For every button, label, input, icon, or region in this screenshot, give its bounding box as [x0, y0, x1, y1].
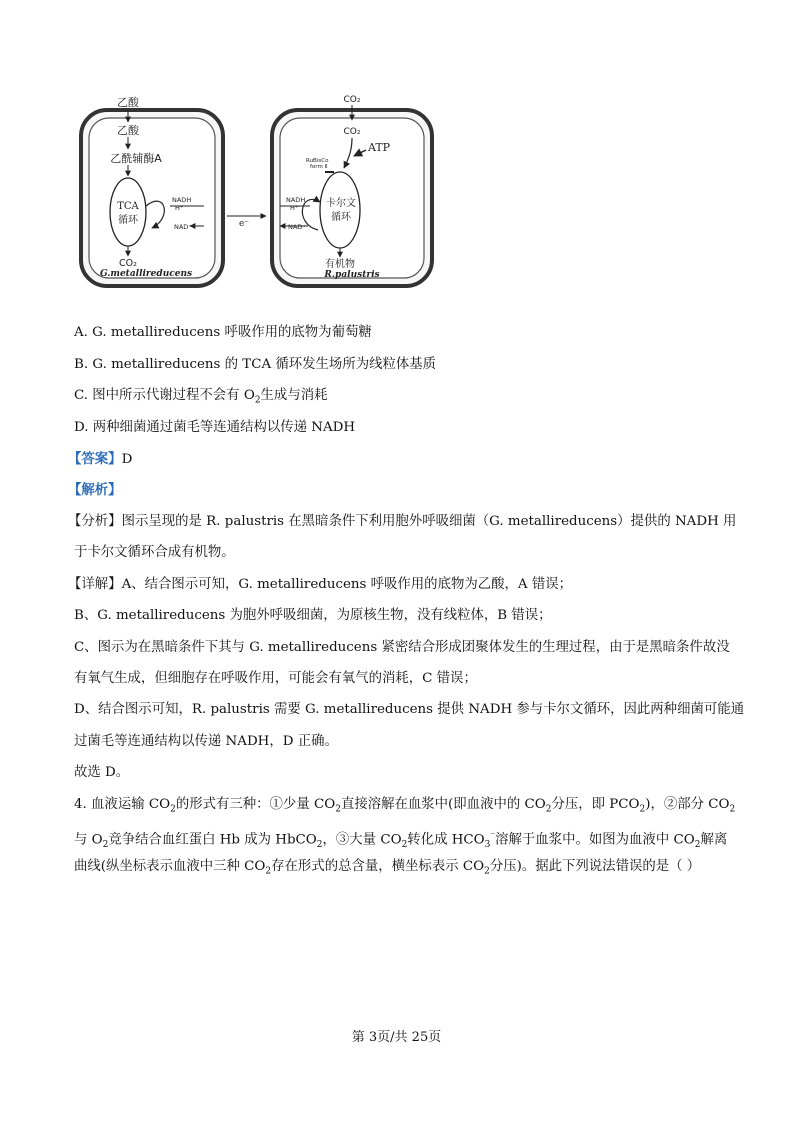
q4-text: 曲线(纵坐标表示血液中三种 CO	[74, 859, 266, 874]
analysis-text-1: 图示呈现的是 R. palustris 在黑暗条件下利用胞外呼吸细菌（G. metallireducens）提供的 NADH 用	[121, 514, 737, 529]
left-hplus: H⁺	[175, 204, 184, 212]
q4-text: 竞争结合血红蛋白 Hb 成为 HbCO	[108, 832, 317, 848]
tca-cycle	[110, 178, 146, 246]
right-organism: R.palustris	[324, 270, 380, 280]
detail-line-a	[68, 575, 572, 595]
electron-label: e⁻	[238, 219, 250, 229]
right-top-co2: CO₂	[343, 95, 361, 105]
answer-label: 【答案】	[68, 451, 122, 467]
right-nadh: NADH	[286, 196, 306, 204]
right-hplus: H⁺	[290, 204, 299, 212]
q4-sub: 2	[170, 804, 176, 815]
detail-conclusion: 故选 D。	[74, 765, 130, 780]
answer-line	[68, 449, 132, 470]
option-a: A. G. metallireducens 呼吸作用的底物为葡萄糖	[74, 325, 372, 340]
q4-text: 存在形式的总含量，横坐标表示 CO	[271, 859, 485, 874]
q4-text: 直接溶解在血浆中(即血液中的 CO	[340, 797, 546, 812]
q4-sub: 2	[401, 840, 408, 851]
q4-sub: 2	[484, 866, 490, 877]
q4-text: ，③大量 CO	[322, 832, 402, 848]
detail-label: 【详解】	[68, 577, 122, 592]
q4-sub: 3	[484, 840, 491, 851]
analysis-line-1	[68, 512, 736, 532]
left-top-acetate: 乙酸	[117, 96, 139, 109]
option-c	[74, 386, 328, 411]
detail-line-c1: C、图示为在黑暗条件下其与 G. metallireducens 紧密结合形成团聚体发生的生理过程，由于是黑暗条件故没	[74, 640, 730, 655]
q4-sub: 2	[694, 840, 701, 851]
question4-line-1	[74, 795, 735, 820]
tca-label-1: TCA	[117, 201, 139, 212]
analysis-title-label: 【解析】	[68, 482, 122, 498]
detail-line-b: B、G. metallireducens 为胞外呼吸细菌，为原核生物，没有线粒体，B 错误；	[74, 608, 552, 623]
left-co2-out: CO₂	[119, 258, 137, 269]
right-product: 有机物	[325, 259, 355, 270]
question4-line-2	[74, 826, 727, 855]
q4-text: 分压，即 PCO	[551, 797, 640, 812]
left-organism: G.metallireducens	[99, 269, 193, 279]
left-nadplus: NAD⁺	[174, 223, 192, 231]
q4-text: 解离	[700, 832, 728, 848]
rubisco-label-2: form Ⅱ	[310, 164, 328, 170]
q4-sub: 2	[265, 866, 272, 877]
question4-line-3	[74, 857, 700, 882]
left-nadh: NADH	[172, 196, 192, 204]
detail-line-d2: 过菌毛等连通结构以传递 NADH，D 正确。	[74, 734, 338, 749]
q4-text: 分压)。据此下列说法错误的是（ ）	[489, 859, 701, 874]
calvin-cycle	[320, 172, 360, 248]
option-c-sub: 2	[254, 395, 261, 406]
page-footer: 第 3页/共 25页	[351, 1030, 442, 1045]
right-atp: ATP	[368, 141, 391, 154]
q4-text: )，②部分 CO	[645, 797, 730, 812]
left-inner-acetate: 乙酸	[117, 124, 139, 137]
detail-line-c2: 有氧气生成，但细胞存在呼吸作用，可能会有氧气的消耗，C 错误；	[74, 671, 477, 686]
analysis-title	[68, 480, 122, 501]
q4-text: 溶解于血浆中。如图为血液中 CO	[495, 832, 695, 848]
q4-sub: 2	[639, 804, 646, 815]
analysis-label: 【分析】	[68, 514, 122, 529]
tca-label-2: 循环	[118, 215, 138, 226]
q4-text: 4. 血液运输 CO	[74, 797, 171, 812]
analysis-line-2: 于卡尔文循环合成有机物。	[74, 545, 235, 560]
q4-sub: 2	[545, 804, 552, 815]
right-inner-co2: CO₂	[343, 127, 361, 137]
q4-text: 的形式有三种：①少量 CO	[175, 797, 336, 812]
q4-sub: 2	[729, 804, 736, 815]
option-c-text-end: 生成与消耗	[260, 388, 328, 403]
option-c-text: C. 图中所示代谢过程不会有 O	[74, 388, 255, 403]
option-d: D. 两种细菌通过菌毛等连通结构以传递 NADH	[74, 420, 356, 435]
option-b: B. G. metallireducens 的 TCA 循环发生场所为线粒体基质	[74, 357, 437, 372]
q4-sup: ⁻	[490, 831, 496, 841]
left-acetyl-coa: 乙酰辅酶A	[110, 152, 162, 165]
metabolism-diagram	[62, 78, 442, 318]
detail-a: A、结合图示可知，G. metallireducens 呼吸作用的底物为乙酸，A 错误；	[121, 577, 573, 592]
right-nadplus: NAD⁺	[288, 223, 306, 231]
q4-sub: 2	[316, 840, 323, 851]
rubisco-label-1: RuBisCo	[306, 158, 329, 164]
q4-text: 与 O	[74, 832, 103, 848]
q4-text: 转化成 HCO	[407, 832, 485, 848]
q4-sub: 2	[335, 804, 341, 815]
answer-value: D	[121, 452, 133, 467]
calvin-label-1: 卡尔文	[326, 198, 356, 209]
q4-sub: 2	[102, 840, 109, 851]
left-cell-inner	[89, 118, 215, 278]
calvin-label-2: 循环	[331, 212, 351, 223]
detail-line-d1: D、结合图示可知，R. palustris 需要 G. metallireducens 提供 NADH 参与卡尔文循环，因此两种细菌可能通	[74, 702, 745, 717]
